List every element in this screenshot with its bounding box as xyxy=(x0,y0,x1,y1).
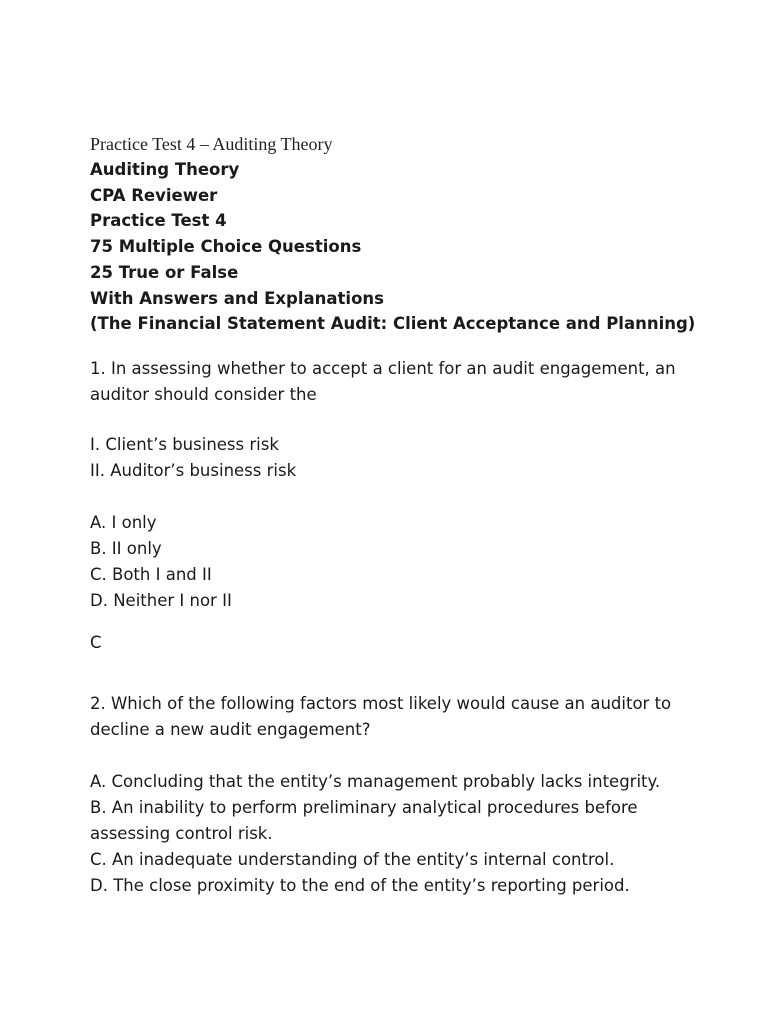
stem-line: decline a new audit engagement? xyxy=(90,719,371,739)
choice-b: B. An inability to perform preliminary analytical procedures before xyxy=(90,797,638,817)
choice-a: A. Concluding that the entity’s management probably lacks integrity. xyxy=(90,771,661,791)
answer-choices xyxy=(90,769,730,899)
question-stem xyxy=(90,691,730,743)
header-line: Practice Test 4 xyxy=(90,211,227,231)
question-stem xyxy=(90,356,730,408)
question-2 xyxy=(90,691,730,899)
document-header xyxy=(90,157,730,337)
stem-line: 1. In assessing whether to accept a client for an audit engagement, an xyxy=(90,358,676,378)
choice-b: B. II only xyxy=(90,538,162,558)
header-line: CPA Reviewer xyxy=(90,185,218,205)
stem-line: auditor should consider the xyxy=(90,384,317,404)
header-line: With Answers and Explanations xyxy=(90,288,384,308)
choice-a: A. I only xyxy=(90,512,157,532)
choice-c: C. An inadequate understanding of the entity’s internal control. xyxy=(90,849,615,869)
question-1 xyxy=(90,356,730,656)
question-items xyxy=(90,432,730,484)
choice-c: C. Both I and II xyxy=(90,564,212,584)
document-title: Practice Test 4 – Auditing Theory xyxy=(90,134,333,154)
stem-line: 2. Which of the following factors most likely would cause an auditor to xyxy=(90,693,672,713)
roman-item: II. Auditor’s business risk xyxy=(90,460,297,480)
choice-d: D. Neither I nor II xyxy=(90,590,232,610)
choice-d: D. The close proximity to the end of the entity’s reporting period. xyxy=(90,875,630,895)
document-page xyxy=(90,131,730,899)
answer-key: C xyxy=(90,632,102,652)
roman-item: I. Client’s business risk xyxy=(90,434,279,454)
choice-b-continued: assessing control risk. xyxy=(90,823,273,843)
answer-choices xyxy=(90,510,730,614)
header-line: 75 Multiple Choice Questions xyxy=(90,237,362,257)
header-line: (The Financial Statement Audit: Client Acceptance and Planning) xyxy=(90,314,696,334)
header-line: 25 True or False xyxy=(90,262,239,282)
header-line: Auditing Theory xyxy=(90,160,240,179)
